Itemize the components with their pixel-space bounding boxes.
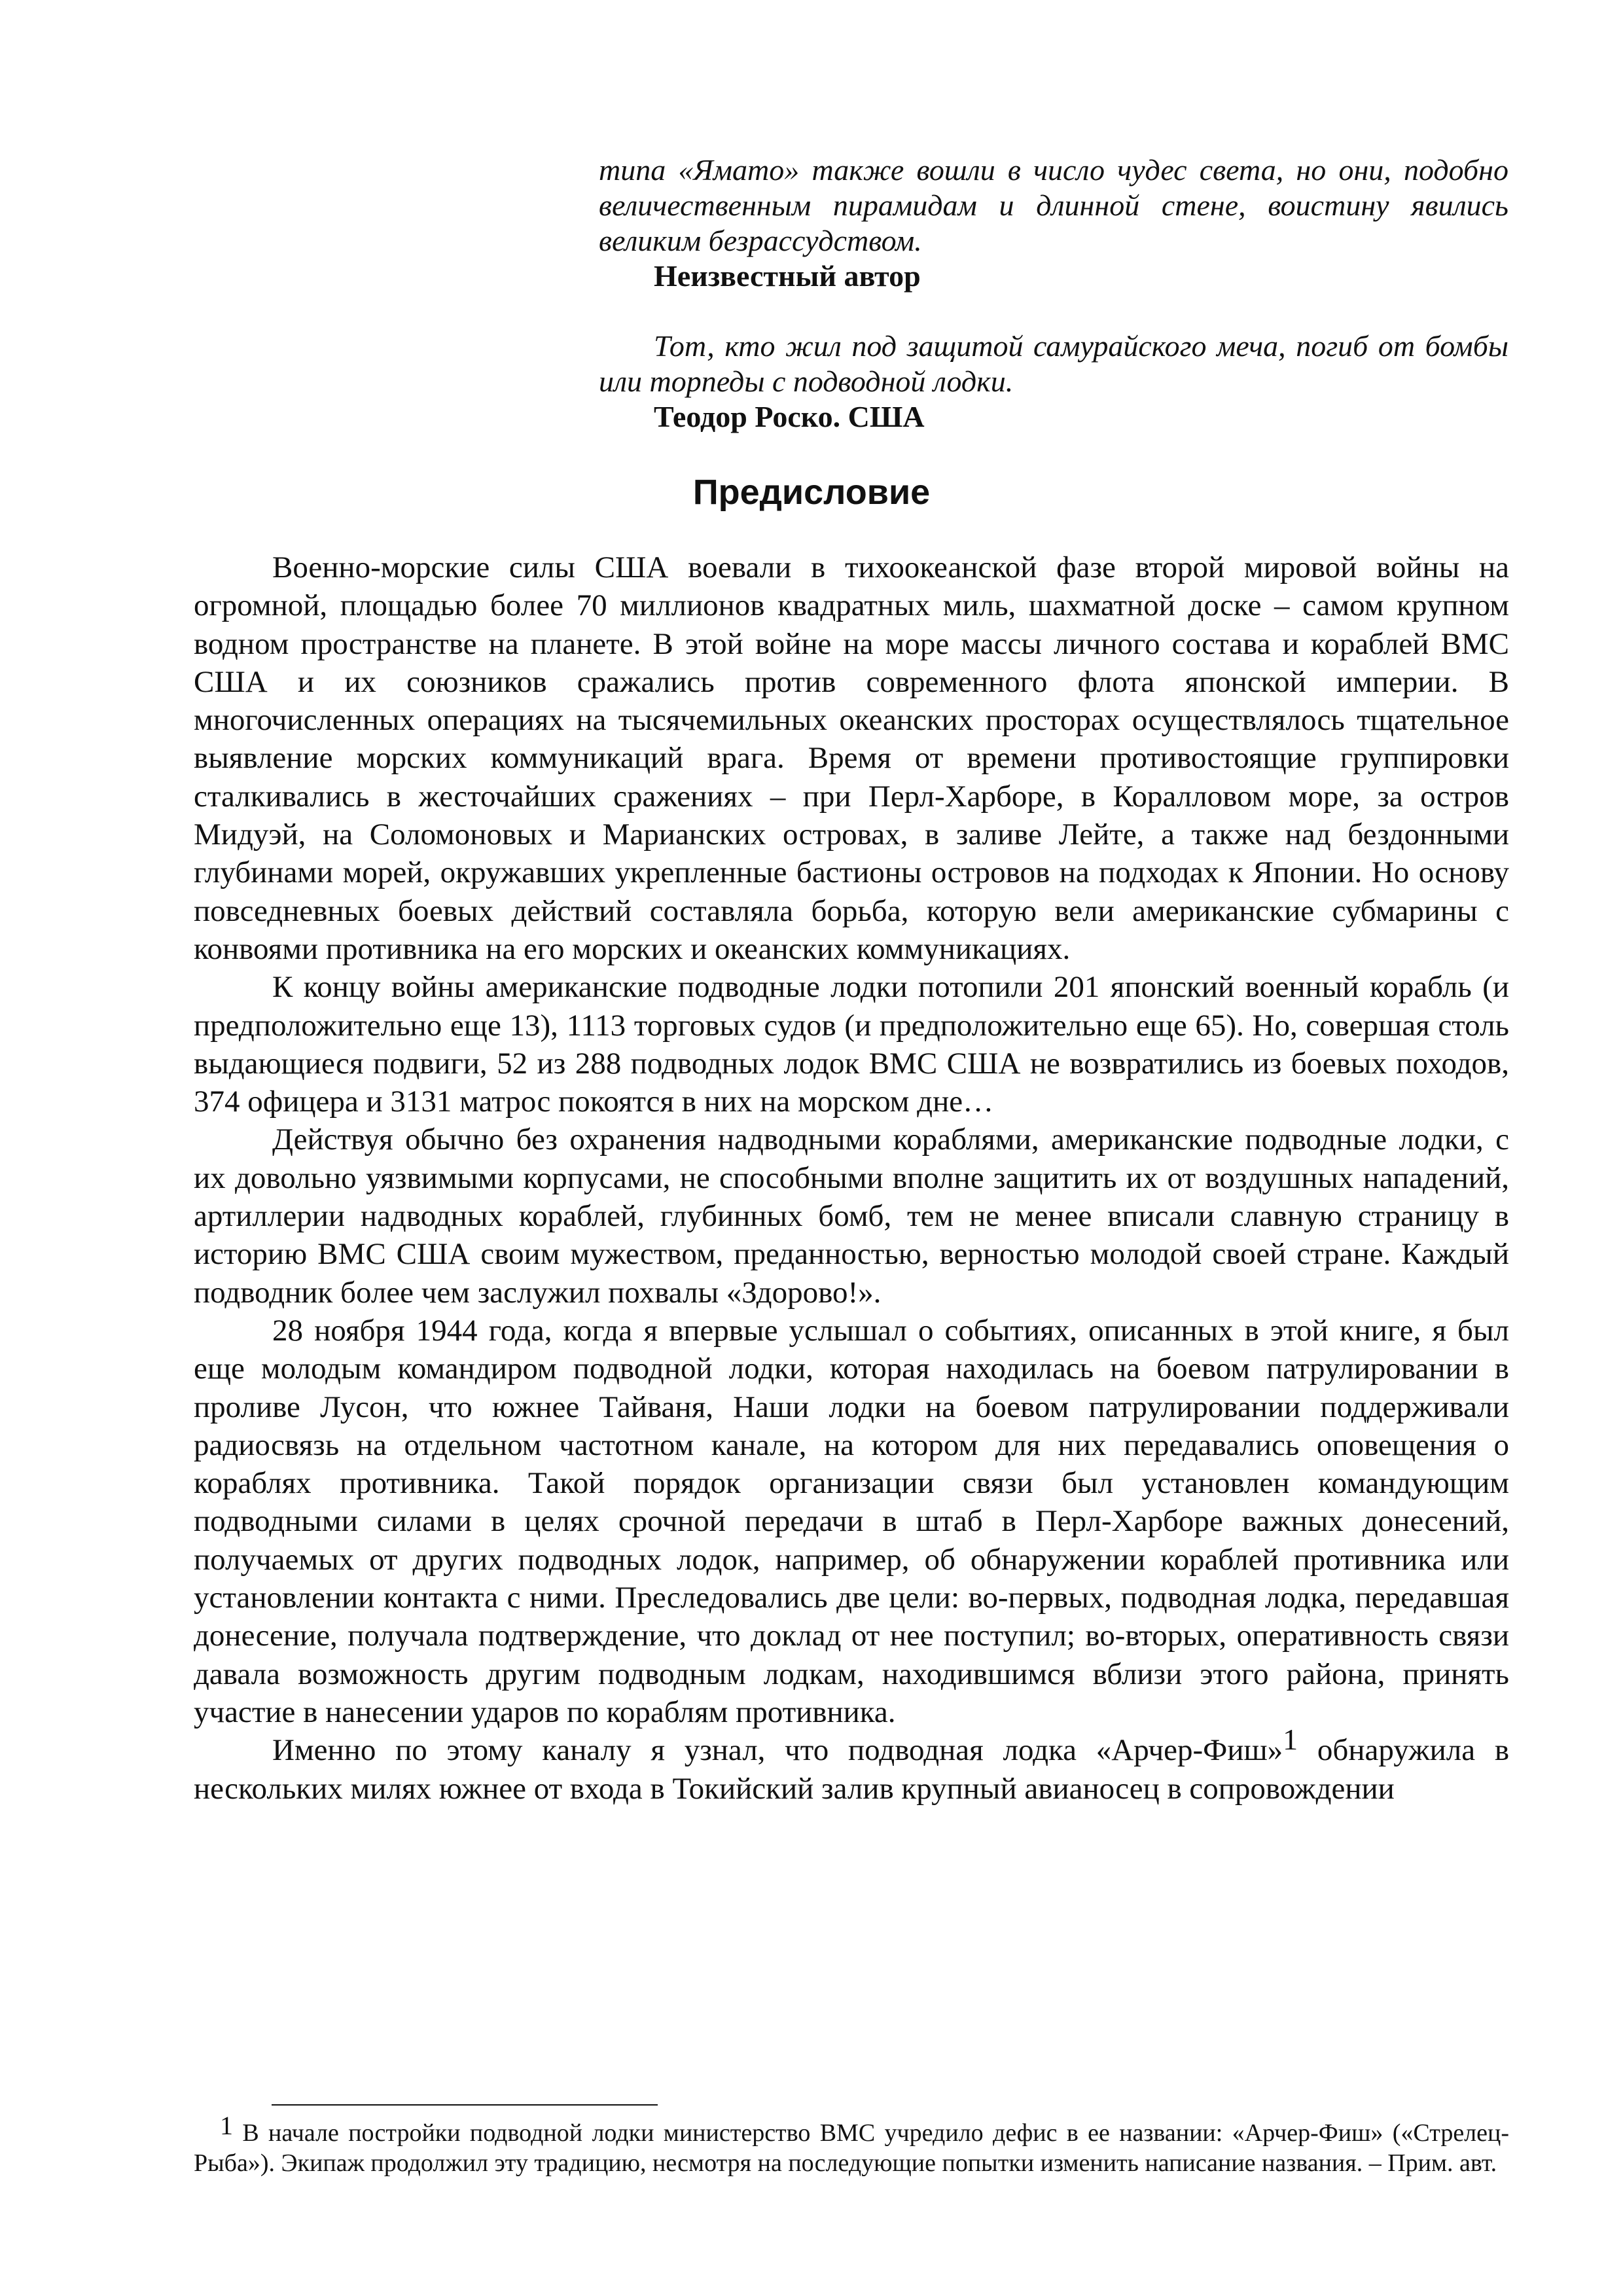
footnote-divider: [272, 2104, 658, 2106]
paragraph: Военно-морские силы США воевали в тихоокеанской фазе второй мировой войны на огромной, площадью более 70 миллионов квадратных миль, шахматной доске – самом крупном водном пространстве на планете. В этой войне на море массы личного состава и кораблей ВМС США и их союзников сражались против современного флота японской империи. В многочисленных операциях на тысячемильных океанских просторах осуществлялось тщательное выявление морских коммуникаций врага. Время от времени противостоящие группировки сталкивались в жесточайших сражениях – при Перл-Харборе, в Коралловом море, за остров Мидуэй, на Соломоновых и Марианских островах, в заливе Лейте, а также над бездонными глубинами морей, окружавших укрепленные бастионы островов на подходах к Японии. Но основу повседневных боевых действий составляла борьба, которую вели американские субмарины с конвоями противника на его морских и океанских коммуникациях.: [194, 550, 1509, 966]
paragraph: Действуя обычно без охранения надводными кораблями, американские подводные лодки, с их довольно уязвимыми корпусами, не способными вполне защитить их от воздушных нападений, артиллерии надводных кораблей, глубинных бомб, тем не менее вписали славную страницу в историю ВМС США своим мужеством, преданностью, верностью молодой своей стране. Каждый подводник более чем заслужил похвалы «Здорово!».: [194, 1122, 1509, 1310]
paragraph-text: Именно по этому каналу я узнал, что подводная лодка «Арчер-Фиш»: [272, 1733, 1283, 1768]
epigraph-1: [599, 152, 1508, 294]
epigraph-author: Теодор Роско. США: [654, 400, 925, 433]
footnote-number: 1: [220, 2111, 233, 2140]
chapter-heading: Предисловие: [692, 473, 931, 512]
paragraph: 28 ноября 1944 года, когда я впервые услышал о событиях, описанных в этой книге, я был еще молодым командиром подводной лодки, которая находилась на боевом патрулировании в проливе Лусон, что южнее Тайваня, Наши лодки на боевом патрулировании поддерживали радиосвязь на отдельном частотном канале, на котором для них передавались оповещения о кораблях противника. Такой порядок организации связи был установлен командующим подводными силами в целях срочной передачи в штаб в Перл-Харборе важных донесений, получаемых от других подводных лодок, например, об обнаружении кораблей противника или установлении контакта с ними. Преследовались две цели: во-первых, подводная лодка, передавшая донесение, получала подтверждение, что доклад от нее поступил; во-вторых, оперативность связи давала возможность другим подводным лодкам, находившимся вблизи этого района, принять участие в нанесении ударов по кораблям противника.: [194, 1313, 1509, 1729]
epigraph-text: типа «Ямато» также вошли в число чудес света, но они, подобно величественным пирамидам и длинной стене, воистину явились великим безрассудством.: [599, 153, 1508, 257]
epigraph-2: [599, 329, 1508, 435]
footnote: [194, 2111, 1509, 2178]
paragraph-text: обнаружила в нескольких милях южнее от входа в Токийский залив крупный авианосец в сопровождении: [194, 1733, 1510, 1806]
footnote-text: В начале постройки подводной лодки министерство ВМС учредило дефис в ее названии: «Арчер-Фиш» («Стрелец-Рыба»). Экипаж продолжил эту традицию, несмотря на последующие попытки изменить написание названия. – Прим. авт.: [194, 2119, 1509, 2177]
body-text: [194, 548, 1509, 1808]
paragraph-last: [194, 1723, 1510, 1808]
epigraph-author: Неизвестный автор: [654, 259, 921, 293]
footnote-reference[interactable]: 1: [1283, 1723, 1298, 1757]
epigraph-text: Тот, кто жил под защитой самурайского меча, погиб от бомбы или торпеды с подводной лодки.: [599, 329, 1508, 398]
paragraph: К концу войны американские подводные лодки потопили 201 японский военный корабль (и предположительно еще 13), 1113 торговых судов (и предположительно еще 65). Но, совершая столь выдающиеся подвиги, 52 из 288 подводных лодок ВМС США не возвратились из боевых походов, 374 офицера и 3131 матрос покоятся в них на морском дне…: [194, 970, 1509, 1119]
